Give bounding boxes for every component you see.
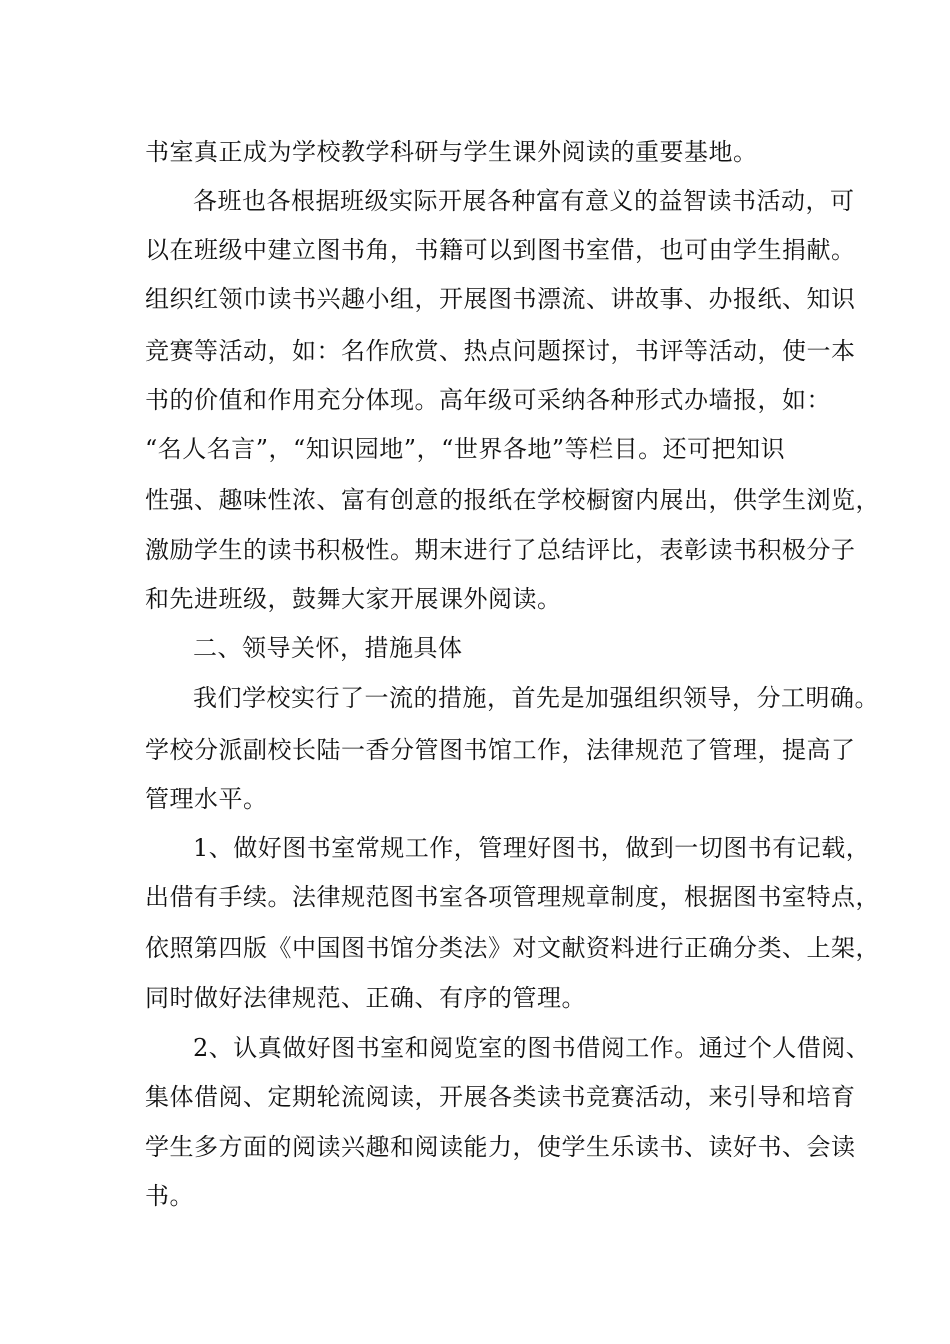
paragraph-line: 1、做好图书室常规工作，管理好图书，做到一切图书有记载，: [193, 834, 871, 862]
paragraph-line: 书。: [145, 1182, 194, 1210]
paragraph-line: 以在班级中建立图书角，书籍可以到图书室借，也可由学生捐献。: [145, 236, 856, 264]
paragraph-line: 出借有手续。法律规范图书室各项管理规章制度，根据图书室特点，: [145, 883, 880, 911]
paragraph-line: 竞赛等活动，如：名作欣赏、热点问题探讨，书评等活动，使一本: [145, 337, 856, 365]
paragraph-line: “名人名言”，“知识园地”，“世界各地”等栏目。还可把知识: [145, 435, 786, 463]
section-heading: 二、领导关怀，措施具体: [193, 634, 463, 662]
paragraph-line: 同时做好法律规范、正确、有序的管理。: [145, 984, 586, 1012]
paragraph-line: 2、认真做好图书室和阅览室的图书借阅工作。通过个人借阅、: [193, 1034, 871, 1062]
paragraph-line: 各班也各根据班级实际开展各种富有意义的益智读书活动，可: [193, 187, 855, 215]
paragraph-line: 学校分派副校长陆一香分管图书馆工作，法律规范了管理，提高了: [145, 736, 856, 764]
paragraph-line: 和先进班级，鼓舞大家开展课外阅读。: [145, 585, 562, 613]
paragraph-line: 学生多方面的阅读兴趣和阅读能力，使学生乐读书、读好书、会读: [145, 1133, 856, 1161]
paragraph-line: 依照第四版《中国图书馆分类法》对文献资料进行正确分类、上架，: [145, 934, 880, 962]
paragraph-line: 性强、趣味性浓、富有创意的报纸在学校橱窗内展出，供学生浏览，: [145, 486, 880, 514]
paragraph-line: 激励学生的读书积极性。期末进行了总结评比，表彰读书积极分子: [145, 536, 856, 564]
paragraph-line: 集体借阅、定期轮流阅读，开展各类读书竞赛活动，来引导和培育: [145, 1083, 856, 1111]
paragraph-line: 组织红领巾读书兴趣小组，开展图书漂流、讲故事、办报纸、知识: [145, 285, 856, 313]
paragraph-line: 书的价值和作用充分体现。高年级可采纳各种形式办墙报，如：: [145, 386, 831, 414]
paragraph-line: 管理水平。: [145, 785, 268, 813]
paragraph-line: 我们学校实行了一流的措施，首先是加强组织领导，分工明确。: [193, 684, 879, 712]
paragraph-line: 书室真正成为学校教学科研与学生课外阅读的重要基地。: [145, 138, 758, 166]
